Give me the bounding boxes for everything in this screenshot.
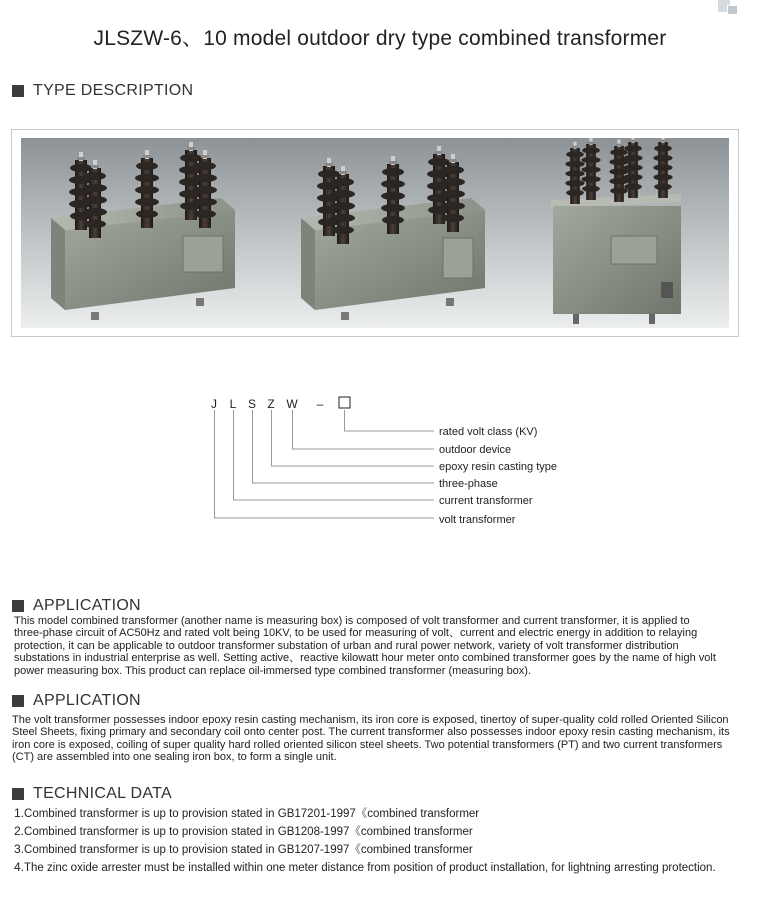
list-item: 4.The zinc oxide arrester must be installed within one meter distance from position of product installation, for lightning arresting protection.: [14, 860, 716, 874]
leader-lines: [215, 410, 435, 518]
list-item: 2.Combined transformer is up to provision stated in GB1208-1997《combined transformer: [14, 824, 473, 838]
section-heading-application-1: [12, 597, 141, 615]
application-paragraph-2: The volt transformer possesses indoor epoxy resin casting mechanism, its iron core is exposed, tinertoy of super-quality cold rolled Oriented Silicon Steel Sheets, fixing primary and secondary coil onto center post. The current transformer also possesses indoor epoxy resin casting mechanism, its iron core is exposed, coiling of super quality hard rolled oriented silicon steel sheets. Two potential transformers (PT) and two current transformers (CT) are assembled into one sealing iron box, to form a single unit.: [12, 714, 730, 764]
list-item: 1.Combined transformer is up to provision stated in GB17201-1997《combined transformer: [14, 806, 480, 820]
application-paragraph-1: This model combined transformer (another name is measuring box) is composed of volt transformer and current transformer, it is applied to three-phase circuit of AC50Hz and rated volt being 10KV, to be used for measuring of volt、current and electric energy in addition to relaying protection, it can be applicable to outdoor transformer substation of urban and rural power network, variety of volt transformer distribution substations in industrial enterprise as well. Setting active、reactive kilowatt hour meter onto combined transformer goes by the name of high volt power measuring box. This product can replace oil-immersed type combined transformer (measuring box).: [14, 615, 716, 677]
corner-logo-icon: [718, 0, 738, 14]
code-desc-three-phase: three-phase: [439, 478, 498, 490]
code-desc-volt: volt transformer: [439, 514, 516, 526]
heading-square-icon: [12, 600, 24, 612]
section-heading-label: APPLICATION: [33, 692, 141, 709]
code-letter-w: W: [286, 397, 298, 411]
model-code-diagram: [0, 380, 600, 535]
list-item: 3.Combined transformer is up to provision stated in GB1207-1997《combined transformer: [14, 842, 473, 856]
heading-square-icon: [12, 85, 24, 97]
code-letter-l: L: [229, 397, 237, 411]
code-box: [339, 397, 350, 408]
transformer-photo-illustration: [21, 138, 729, 328]
code-dash: –: [316, 397, 324, 411]
code-desc-current: current transformer: [439, 495, 533, 507]
section-heading-label: TECHNICAL DATA: [33, 785, 173, 802]
page-title: JLSZW-6、10 model outdoor dry type combined transformer: [93, 27, 667, 50]
code-desc-epoxy: epoxy resin casting type: [439, 461, 558, 473]
section-heading-type-description: [12, 82, 193, 100]
heading-square-icon: [12, 788, 24, 800]
code-letter-s: S: [247, 397, 257, 411]
code-letter-z: Z: [267, 397, 275, 411]
section-heading-label: APPLICATION: [33, 597, 141, 614]
product-photo: [11, 129, 739, 337]
section-heading-application-2: [12, 692, 141, 710]
section-heading-label: TYPE DESCRIPTION: [33, 82, 194, 99]
technical-data-list: [14, 806, 754, 878]
section-heading-technical-data: [12, 785, 172, 803]
code-desc-outdoor: outdoor device: [439, 444, 512, 456]
heading-square-icon: [12, 695, 24, 707]
code-letter-j: J: [211, 397, 217, 411]
code-desc-rated-volt: rated volt class (KV): [439, 426, 538, 438]
